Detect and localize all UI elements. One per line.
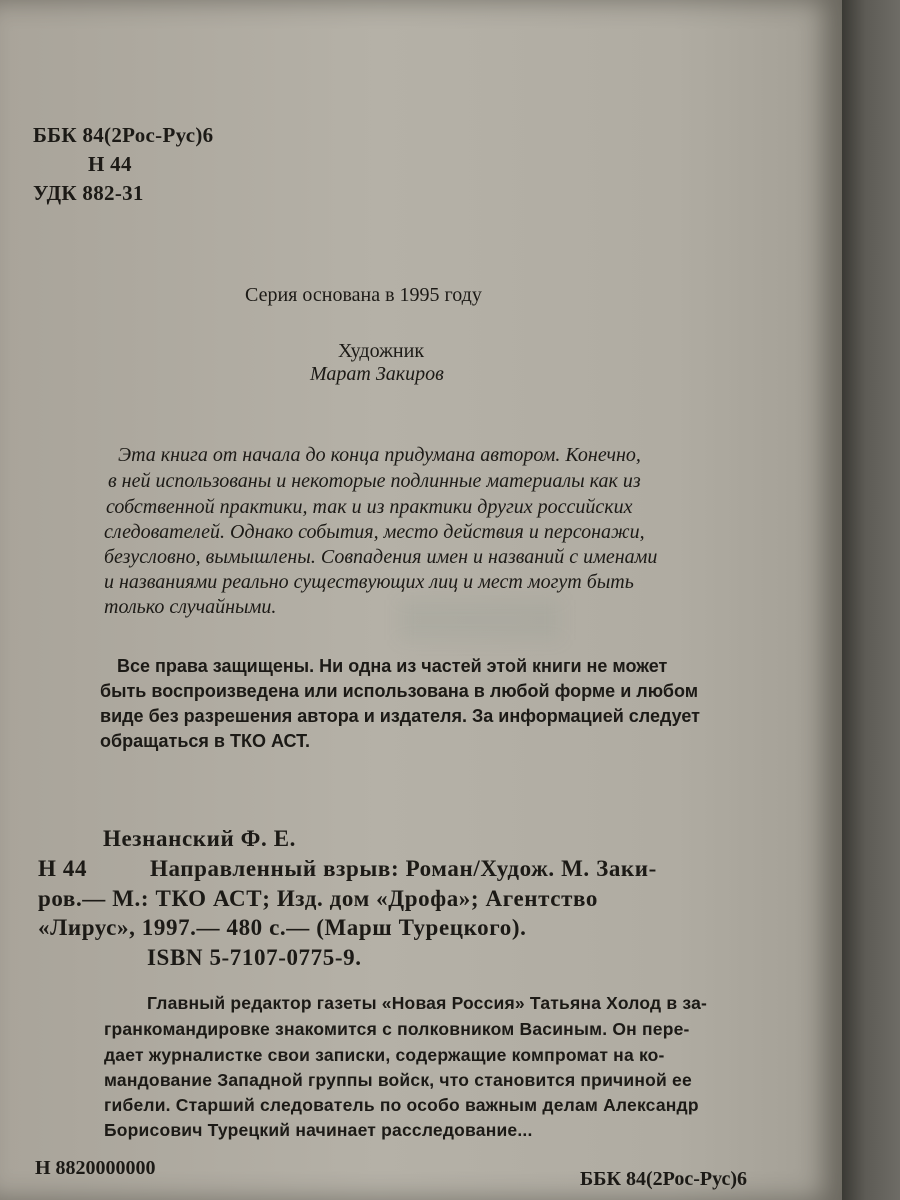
bbk-code: ББК 84(2Рос-Рус)6 — [33, 123, 214, 147]
bibliographic-line: ров.— М.: ТКО АСТ; Изд. дом «Дрофа»; Агентство — [38, 886, 598, 911]
author-mark: Н 44 — [88, 152, 132, 176]
rights-line: обращаться в ТКО АСТ. — [100, 731, 311, 751]
udk-code: УДК 882-31 — [33, 181, 144, 205]
disclaimer-line: собственной практики, так и из практики других российских — [106, 496, 633, 518]
footer-bbk: ББК 84(2Рос-Рус)6 — [580, 1168, 748, 1190]
disclaimer-line: следователей. Однако события, место действия и персонажи, — [104, 521, 645, 543]
rights-line: Все права защищены. Ни одна из частей этой книги не может — [117, 656, 668, 676]
book-spine — [842, 0, 900, 1200]
footer-code: Н 8820000000 — [35, 1157, 156, 1179]
artist-label: Художник — [338, 340, 425, 362]
annotation-line: гибели. Старший следователь по особо важным делам Александр — [104, 1095, 699, 1115]
book-author: Незнанский Ф. Е. — [103, 826, 297, 851]
artist-name: Марат Закиров — [310, 363, 444, 385]
annotation-line: мандование Западной группы войск, что становится причиной ее — [104, 1070, 692, 1090]
disclaimer-line: безусловно, вымышлены. Совпадения имен и названий с именами — [104, 546, 658, 568]
annotation-line: Борисович Турецкий начинает расследование... — [104, 1120, 533, 1140]
rights-line: виде без разрешения автора и издателя. За информацией следует — [100, 706, 700, 726]
disclaimer-line: Эта книга от начала до конца придумана автором. Конечно, — [118, 444, 641, 466]
isbn: ISBN 5-7107-0775-9. — [147, 945, 362, 970]
annotation-line: Главный редактор газеты «Новая Россия» Татьяна Холод в за- — [147, 993, 708, 1013]
bibliographic-line: «Лирус», 1997.— 480 с.— (Марш Турецкого). — [38, 915, 527, 940]
series-note: Серия основана в 1995 году — [245, 284, 482, 306]
rights-line: быть воспроизведена или использована в любой форме и любом — [100, 681, 699, 701]
annotation-line: гранкомандировке знакомится с полковником Васиным. Он пере- — [104, 1019, 690, 1039]
disclaimer-line: только случайными. — [104, 596, 277, 618]
disclaimer-line: и названиями реально существующих лиц и мест могут быть — [104, 571, 634, 593]
annotation-line: дает журналистке свои записки, содержащие компромат на ко- — [104, 1045, 665, 1065]
bibliographic-line: Направленный взрыв: Роман/Худож. М. Заки- — [150, 856, 657, 881]
bibliographic-mark: Н 44 — [38, 856, 88, 881]
disclaimer-line: в ней использованы и некоторые подлинные материалы как из — [108, 470, 641, 492]
